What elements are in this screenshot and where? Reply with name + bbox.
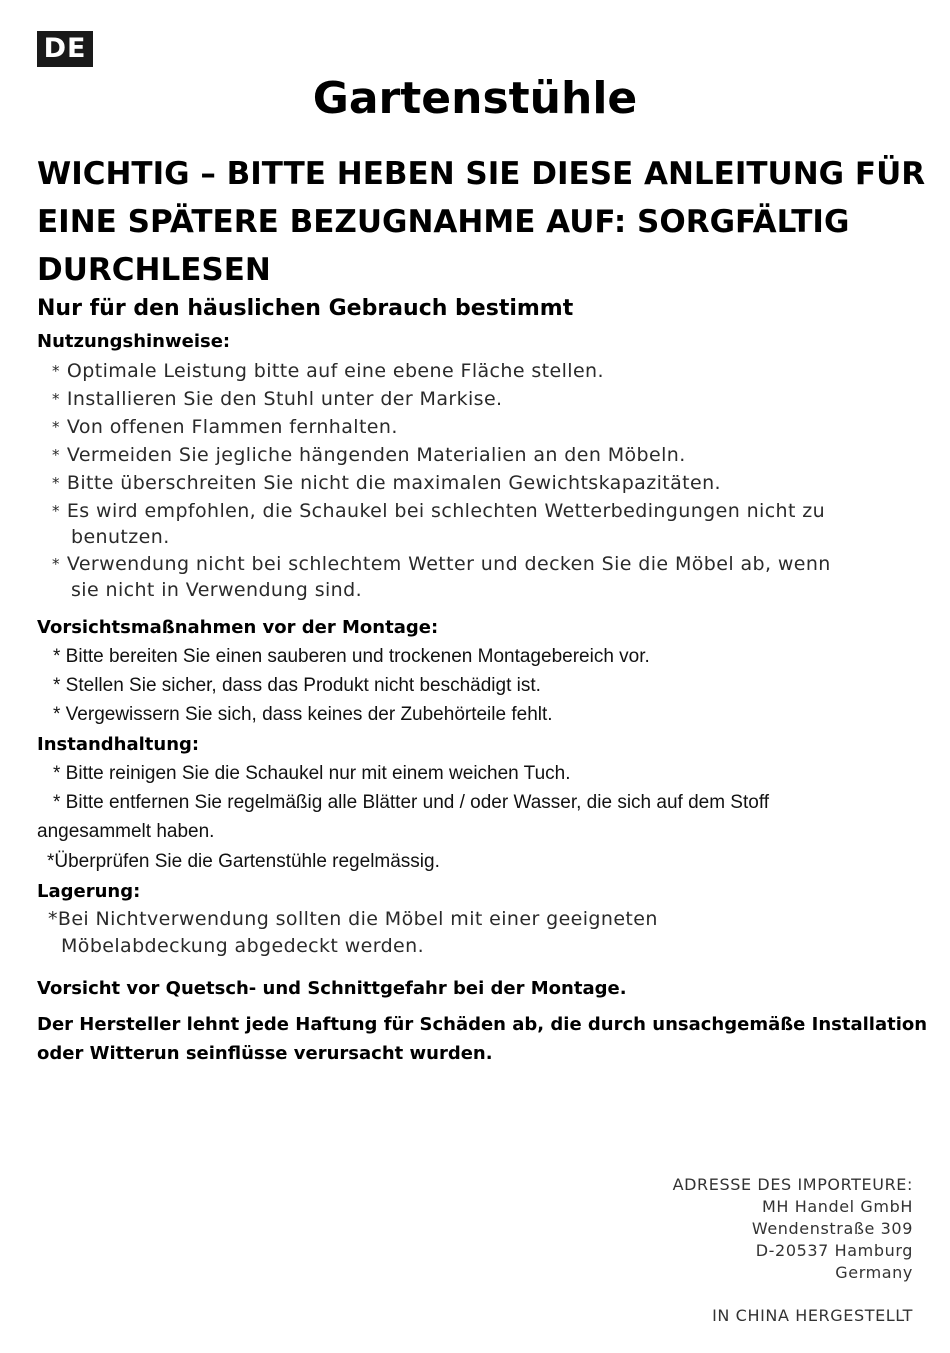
usage-item xyxy=(52,387,502,413)
bullet-star-icon: * xyxy=(52,362,60,380)
usage-item xyxy=(52,499,825,550)
importer-country: Germany xyxy=(835,1263,913,1282)
storage-item-continuation: Möbelabdeckung abgedeckt werden. xyxy=(61,935,425,957)
usage-heading: Nutzungshinweise: xyxy=(37,331,231,352)
usage-item-continuation: sie nicht in Verwendung sind. xyxy=(71,579,363,601)
bullet-star-icon: * xyxy=(52,418,60,436)
domestic-use-subtitle: Nur für den häuslichen Gebrauch bestimmt xyxy=(37,296,574,321)
origin-note: IN CHINA HERGESTELLT xyxy=(712,1306,913,1325)
liability-note-line: Der Hersteller lehnt jede Haftung für Schäden ab, die durch unsachgemäße Installation xyxy=(37,1014,928,1035)
bullet-star-icon: * xyxy=(52,474,60,492)
usage-item-text: Verwendung nicht bei schlechtem Wetter und decken Sie die Möbel ab, wenn xyxy=(66,553,831,575)
usage-item-text: Es wird empfohlen, die Schaukel bei schlechten Wetterbedingungen nicht zu xyxy=(66,500,826,522)
usage-item xyxy=(52,552,831,603)
important-line: EINE SPÄTERE BEZUGNAHME AUF: SORGFÄLTIG xyxy=(37,204,850,240)
important-line: DURCHLESEN xyxy=(37,252,271,288)
usage-item-text: Installieren Sie den Stuhl unter der Markise. xyxy=(66,388,503,410)
usage-item xyxy=(52,415,398,441)
usage-item xyxy=(52,443,686,469)
bullet-star-icon: * xyxy=(52,555,60,573)
maintenance-item: * Bitte entfernen Sie regelmäßig alle Blätter und / oder Wasser, die sich auf dem Stoff xyxy=(53,792,770,813)
language-badge: DE xyxy=(37,31,93,67)
page-title: Gartenstühle xyxy=(312,73,638,124)
usage-item xyxy=(52,471,721,497)
precaution-item: * Stellen Sie sicher, dass das Produkt nicht beschädigt ist. xyxy=(53,675,541,696)
usage-item-text: Vermeiden Sie jegliche hängenden Materialien an den Möbeln. xyxy=(66,444,686,466)
bullet-star-icon: * xyxy=(52,502,60,520)
importer-city: D-20537 Hamburg xyxy=(755,1241,913,1260)
bullet-star-icon: * xyxy=(52,390,60,408)
usage-item xyxy=(52,359,604,385)
precaution-item: * Bitte bereiten Sie einen sauberen und trockenen Montagebereich vor. xyxy=(53,646,650,667)
liability-note-line: oder Witterun seinflüsse verursacht wurden. xyxy=(37,1043,493,1064)
usage-item-continuation: benutzen. xyxy=(71,526,170,548)
maintenance-item: * Bitte reinigen Sie die Schaukel nur mit einem weichen Tuch. xyxy=(53,763,571,784)
important-line: WICHTIG – BITTE HEBEN SIE DIESE ANLEITUNG FÜR xyxy=(37,156,926,192)
important-notice xyxy=(37,150,927,294)
storage-heading: Lagerung: xyxy=(37,881,141,902)
precautions-heading: Vorsichtsmaßnahmen vor der Montage: xyxy=(37,617,439,638)
maintenance-heading: Instandhaltung: xyxy=(37,734,200,755)
bullet-star-icon: * xyxy=(52,446,60,464)
pinch-warning: Vorsicht vor Quetsch- und Schnittgefahr bei der Montage. xyxy=(37,978,627,999)
usage-item-text: Bitte überschreiten Sie nicht die maximalen Gewichtskapazitäten. xyxy=(66,472,721,494)
importer-company: MH Handel GmbH xyxy=(761,1197,913,1216)
importer-street: Wendenstraße 309 xyxy=(751,1219,913,1238)
usage-item-text: Optimale Leistung bitte auf eine ebene Fläche stellen. xyxy=(66,360,604,382)
maintenance-item-continuation: angesammelt haben. xyxy=(37,821,215,842)
importer-heading: ADRESSE DES IMPORTEURE: xyxy=(672,1175,913,1194)
storage-item: *Bei Nichtverwendung sollten die Möbel mit einer geeigneten xyxy=(48,908,658,930)
precaution-item: * Vergewissern Sie sich, dass keines der Zubehörteile fehlt. xyxy=(53,704,553,725)
maintenance-item: *Überprüfen Sie die Gartenstühle regelmässig. xyxy=(47,851,440,872)
usage-item-text: Von offenen Flammen fernhalten. xyxy=(66,416,398,438)
